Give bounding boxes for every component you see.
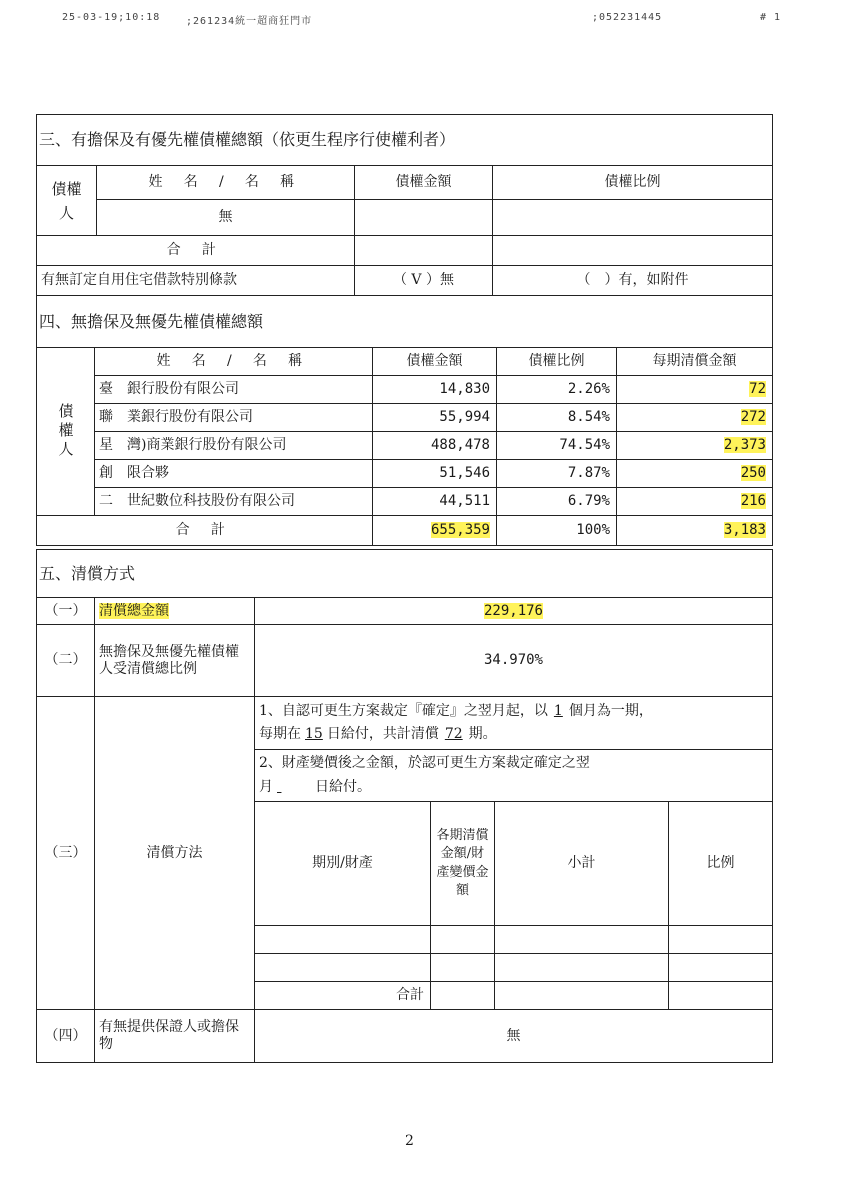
section4-side-text: 債權人 <box>56 403 75 460</box>
blank-cell <box>495 926 669 954</box>
section3-header-amount: 債權金額 <box>355 166 493 200</box>
method2-cell <box>255 750 773 802</box>
blank-cell <box>431 926 495 954</box>
item2-label: （二） <box>37 625 95 697</box>
item1-value: 229,176 <box>483 602 543 619</box>
creditor-installment: 72 <box>749 381 766 398</box>
fax-page: # 1 <box>760 12 782 23</box>
method1-cell <box>255 697 773 750</box>
fax-sender: ;261234統一超商狂門市 <box>186 16 313 27</box>
item1-label: （一） <box>37 598 95 625</box>
section4-creditor-label <box>37 348 95 516</box>
fax-number: ;052231445 <box>592 12 663 23</box>
blank-cell <box>255 954 431 982</box>
method1-count: 72 <box>444 726 463 742</box>
section3-total-label: 合 計 <box>37 236 355 266</box>
item3-text: 清償方法 <box>95 697 255 1010</box>
section4-total-ratio: 100% <box>497 516 617 546</box>
section4-total-label: 合 計 <box>37 516 373 546</box>
method2-blank <box>277 776 311 799</box>
section3-option-none: （ V ）無 <box>355 266 493 296</box>
section3-row-name: 無 <box>97 200 355 236</box>
section5-title: 五、清償方式 <box>37 550 773 598</box>
section3-option-yes: （ ）有，如附件 <box>493 266 773 296</box>
sub-total-installment <box>431 982 495 1010</box>
method1-c: 每期在 <box>259 726 301 742</box>
section3-header-ratio: 債權比例 <box>493 166 773 200</box>
creditor-installment: 216 <box>740 493 766 510</box>
section3-row-ratio <box>493 200 773 236</box>
method2-c: 日給付。 <box>315 778 371 795</box>
table-row <box>37 488 773 516</box>
section4-header-name: 姓 名 / 名 稱 <box>95 348 373 376</box>
method1-b: 個月為一期， <box>568 702 653 719</box>
item4-label: （四） <box>37 1010 95 1063</box>
table-row <box>37 432 773 460</box>
method1-day: 15 <box>305 726 323 742</box>
sub-total-subtotal <box>495 982 669 1010</box>
method2-b: 月 <box>259 778 273 795</box>
sub-total-ratio <box>669 982 773 1010</box>
method1-d: 日給付，共計清償 <box>326 726 439 742</box>
section3-side-text: 債權人 <box>51 179 82 222</box>
item3-label: （三） <box>37 697 95 1010</box>
creditor-name: 星 灣)商業銀行股份有限公司 <box>95 432 373 460</box>
creditor-name: 創 限合夥 <box>95 460 373 488</box>
fax-timestamp: 25-03-19;10:18 <box>62 12 161 23</box>
item1-text: 清償總金額 <box>99 602 169 619</box>
item2-text: 無擔保及無優先權債權人受清償總比例 <box>95 625 255 697</box>
creditor-amount: 44,511 <box>373 488 497 516</box>
creditor-ratio: 6.79% <box>497 488 617 516</box>
item4-value: 無 <box>255 1010 773 1063</box>
section3-header-name: 姓 名 / 名 稱 <box>97 166 355 200</box>
section3-table <box>36 114 773 296</box>
section3-row-amount <box>355 200 493 236</box>
creditor-ratio: 7.87% <box>497 460 617 488</box>
section5-table <box>36 549 773 1063</box>
section4-title: 四、無擔保及無優先權債權總額 <box>37 296 773 348</box>
creditor-amount: 488,478 <box>373 432 497 460</box>
sub-header-period: 期別/財產 <box>255 802 431 926</box>
table-row <box>37 404 773 432</box>
sub-total-label: 合計 <box>255 982 431 1010</box>
section3-special-clause-label: 有無訂定自用住宅借款特別條款 <box>37 266 355 296</box>
table-row <box>37 460 773 488</box>
creditor-ratio: 74.54% <box>497 432 617 460</box>
creditor-amount: 14,830 <box>373 376 497 404</box>
blank-cell <box>255 926 431 954</box>
section4-header-ratio: 債權比例 <box>497 348 617 376</box>
section4-header-amount: 債權金額 <box>373 348 497 376</box>
blank-cell <box>495 954 669 982</box>
section3-total-amount <box>355 236 493 266</box>
creditor-installment: 272 <box>740 409 766 426</box>
method1-e: 期。 <box>468 726 497 742</box>
blank-cell <box>669 926 773 954</box>
creditor-amount: 55,994 <box>373 404 497 432</box>
section4-total-amount: 655,359 <box>430 522 490 539</box>
section4-total-installment: 3,183 <box>723 522 766 539</box>
sub-header-ratio: 比例 <box>669 802 773 926</box>
method1-month: 1 <box>553 702 563 719</box>
creditor-ratio: 8.54% <box>497 404 617 432</box>
section4-table <box>36 295 773 546</box>
creditor-ratio: 2.26% <box>497 376 617 404</box>
creditor-name: 聯 業銀行股份有限公司 <box>95 404 373 432</box>
creditor-installment: 250 <box>740 465 766 482</box>
page-number: 2 <box>405 1133 414 1149</box>
method1-a: 1、自認可更生方案裁定『確定』之翌月起，以 <box>259 702 548 719</box>
blank-cell <box>669 954 773 982</box>
creditor-installment: 2,373 <box>723 437 766 454</box>
item4-text: 有無提供保證人或擔保物 <box>95 1010 255 1063</box>
section3-title: 三、有擔保及有優先權債權總額（依更生程序行使權利者） <box>37 115 773 166</box>
section3-creditor-label <box>37 166 97 236</box>
table-row <box>37 376 773 404</box>
section3-total-ratio <box>493 236 773 266</box>
creditor-name: 二 世紀數位科技股份有限公司 <box>95 488 373 516</box>
sub-header-subtotal: 小計 <box>495 802 669 926</box>
section4-header-installment: 每期清償金額 <box>617 348 773 376</box>
creditor-name: 臺 銀行股份有限公司 <box>95 376 373 404</box>
blank-cell <box>431 954 495 982</box>
sub-header-installment: 各期清償金額/財產變價金額 <box>431 802 495 926</box>
method2-a: 2、財產變價後之金額，於認可更生方案裁定確定之翌 <box>259 755 590 772</box>
creditor-amount: 51,546 <box>373 460 497 488</box>
item2-value: 34.970% <box>255 625 773 697</box>
